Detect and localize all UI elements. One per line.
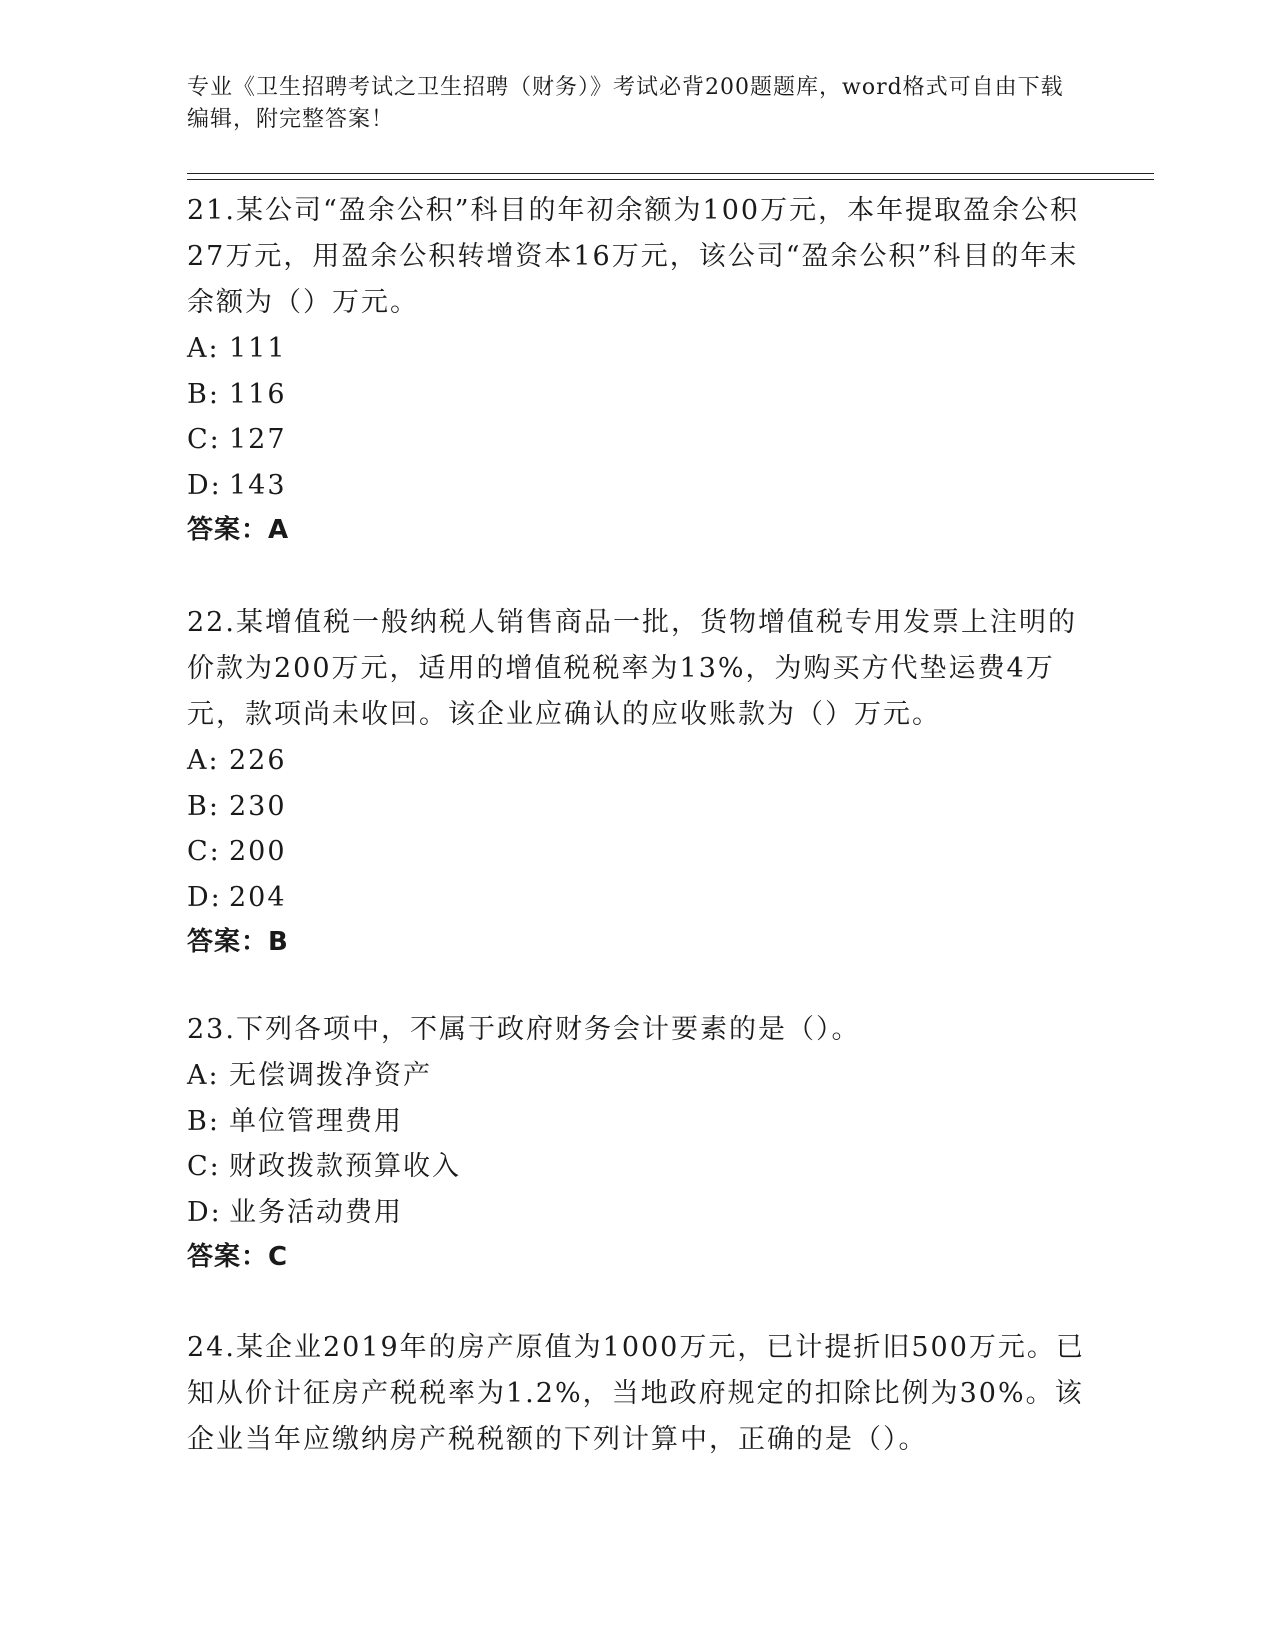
option-d xyxy=(187,463,1087,509)
option-c xyxy=(187,1144,1087,1190)
option-text: 226 xyxy=(229,745,287,776)
option-a xyxy=(187,738,1087,784)
option-key: B: xyxy=(187,378,220,410)
option-text: 116 xyxy=(229,378,287,410)
option-text: 127 xyxy=(229,424,287,455)
option-text: 200 xyxy=(229,836,287,867)
option-text: 230 xyxy=(229,790,287,822)
option-key: B: xyxy=(187,790,220,822)
answer-line: 答案：B xyxy=(187,927,289,957)
option-key: D: xyxy=(187,1196,222,1228)
option-a xyxy=(187,1053,1087,1099)
option-d xyxy=(187,875,1087,921)
option-b xyxy=(187,784,1087,830)
option-text: 财政拨款预算收入 xyxy=(229,1151,461,1182)
question-stem: 21.某公司“盈余公积”科目的年初余额为100万元，本年提取盈余公积27万元，用盈余公积转增资本16万元，该公司“盈余公积”科目的年末余额为（）万元。 xyxy=(187,195,1080,318)
question-24 xyxy=(187,1325,1087,1463)
question-stem: 24.某企业2019年的房产原值为1000万元，已计提折旧500万元。已知从价计征房产税税率为1.2%，当地政府规定的扣除比例为30%。该企业当年应缴纳房产税税额的下列计算中，正确的是（）。 xyxy=(187,1332,1085,1455)
option-key: D: xyxy=(187,881,222,913)
option-key: A: xyxy=(187,1060,220,1091)
option-key: C: xyxy=(187,424,221,455)
header-divider-top xyxy=(187,173,1154,174)
document-header: 专业《卫生招聘考试之卫生招聘（财务）》考试必背200题题库，word格式可自由下载编辑，附完整答案！ xyxy=(187,75,1064,132)
option-key: C: xyxy=(187,1151,221,1182)
answer-line: 答案：C xyxy=(187,1242,289,1272)
question-22 xyxy=(187,600,1087,965)
question-stem: 22.某增值税一般纳税人销售商品一批，货物增值税专用发票上注明的价款为200万元，适用的增值税税率为13%，为购买方代垫运费4万元，款项尚未收回。该企业应确认的应收账款为（）万元。 xyxy=(187,607,1077,730)
option-key: C: xyxy=(187,836,221,867)
option-text: 业务活动费用 xyxy=(229,1196,403,1228)
option-a xyxy=(187,326,1087,372)
option-text: 111 xyxy=(229,333,287,364)
option-key: B: xyxy=(187,1105,220,1137)
header-divider-bottom xyxy=(187,179,1154,180)
answer-line: 答案：A xyxy=(187,515,290,545)
option-c xyxy=(187,417,1087,463)
question-23 xyxy=(187,1007,1087,1280)
option-text: 单位管理费用 xyxy=(229,1105,403,1137)
question-21 xyxy=(187,188,1087,553)
option-text: 无偿调拨净资产 xyxy=(229,1060,432,1091)
option-d xyxy=(187,1190,1087,1236)
option-text: 204 xyxy=(229,881,287,913)
option-b xyxy=(187,372,1087,418)
option-b xyxy=(187,1099,1087,1145)
option-c xyxy=(187,829,1087,875)
option-key: D: xyxy=(187,469,222,501)
option-key: A: xyxy=(187,333,220,364)
option-text: 143 xyxy=(229,469,287,501)
option-key: A: xyxy=(187,745,220,776)
question-stem: 23.下列各项中，不属于政府财务会计要素的是（）。 xyxy=(187,1014,861,1045)
